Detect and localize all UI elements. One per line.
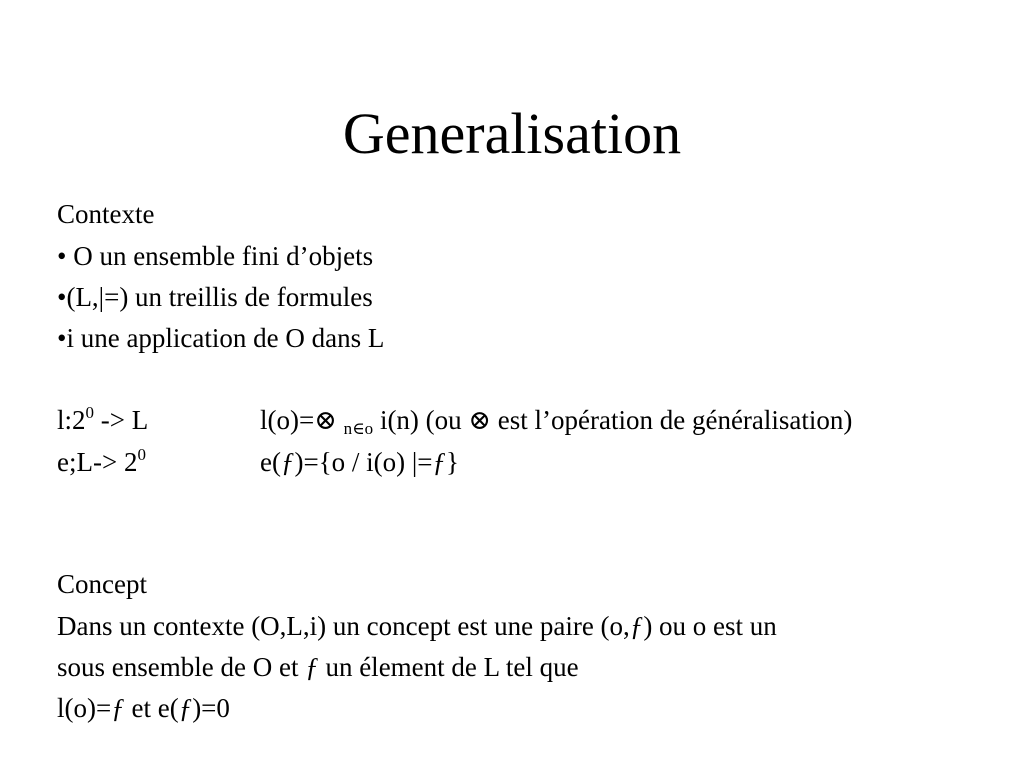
concept-line-1: Dans un contexte (O,L,i) un concept est une paire (o,ƒ) ou o est un <box>57 611 777 641</box>
e-signature: e;L-> $2^0$ <box>57 445 146 477</box>
l-definition: l(o)=⊗ $_{n\in o}$ i(n) (ou ⊗ est l’opération de généralisation) <box>260 405 853 438</box>
concept-heading: Concept <box>57 569 147 599</box>
contexte-bullet-1: • O un ensemble fini d’objets <box>57 241 374 271</box>
slide-title: Generalisation <box>342 101 682 166</box>
concept-line-2: sous ensemble de O et ƒ un élement de L tel que <box>57 652 579 682</box>
contexte-bullet-3: •i une application de O dans L <box>57 323 385 353</box>
e-definition: e(ƒ)={o / i(o) |=ƒ} <box>260 447 459 477</box>
contexte-bullet-2: •(L,|=) un treillis de formules <box>57 282 373 312</box>
contexte-heading: Contexte <box>57 199 155 229</box>
l-signature: $l:2^0 -> L$ <box>57 403 149 435</box>
concept-line-3: l(o)=ƒ et e(ƒ)=0 <box>57 693 230 723</box>
